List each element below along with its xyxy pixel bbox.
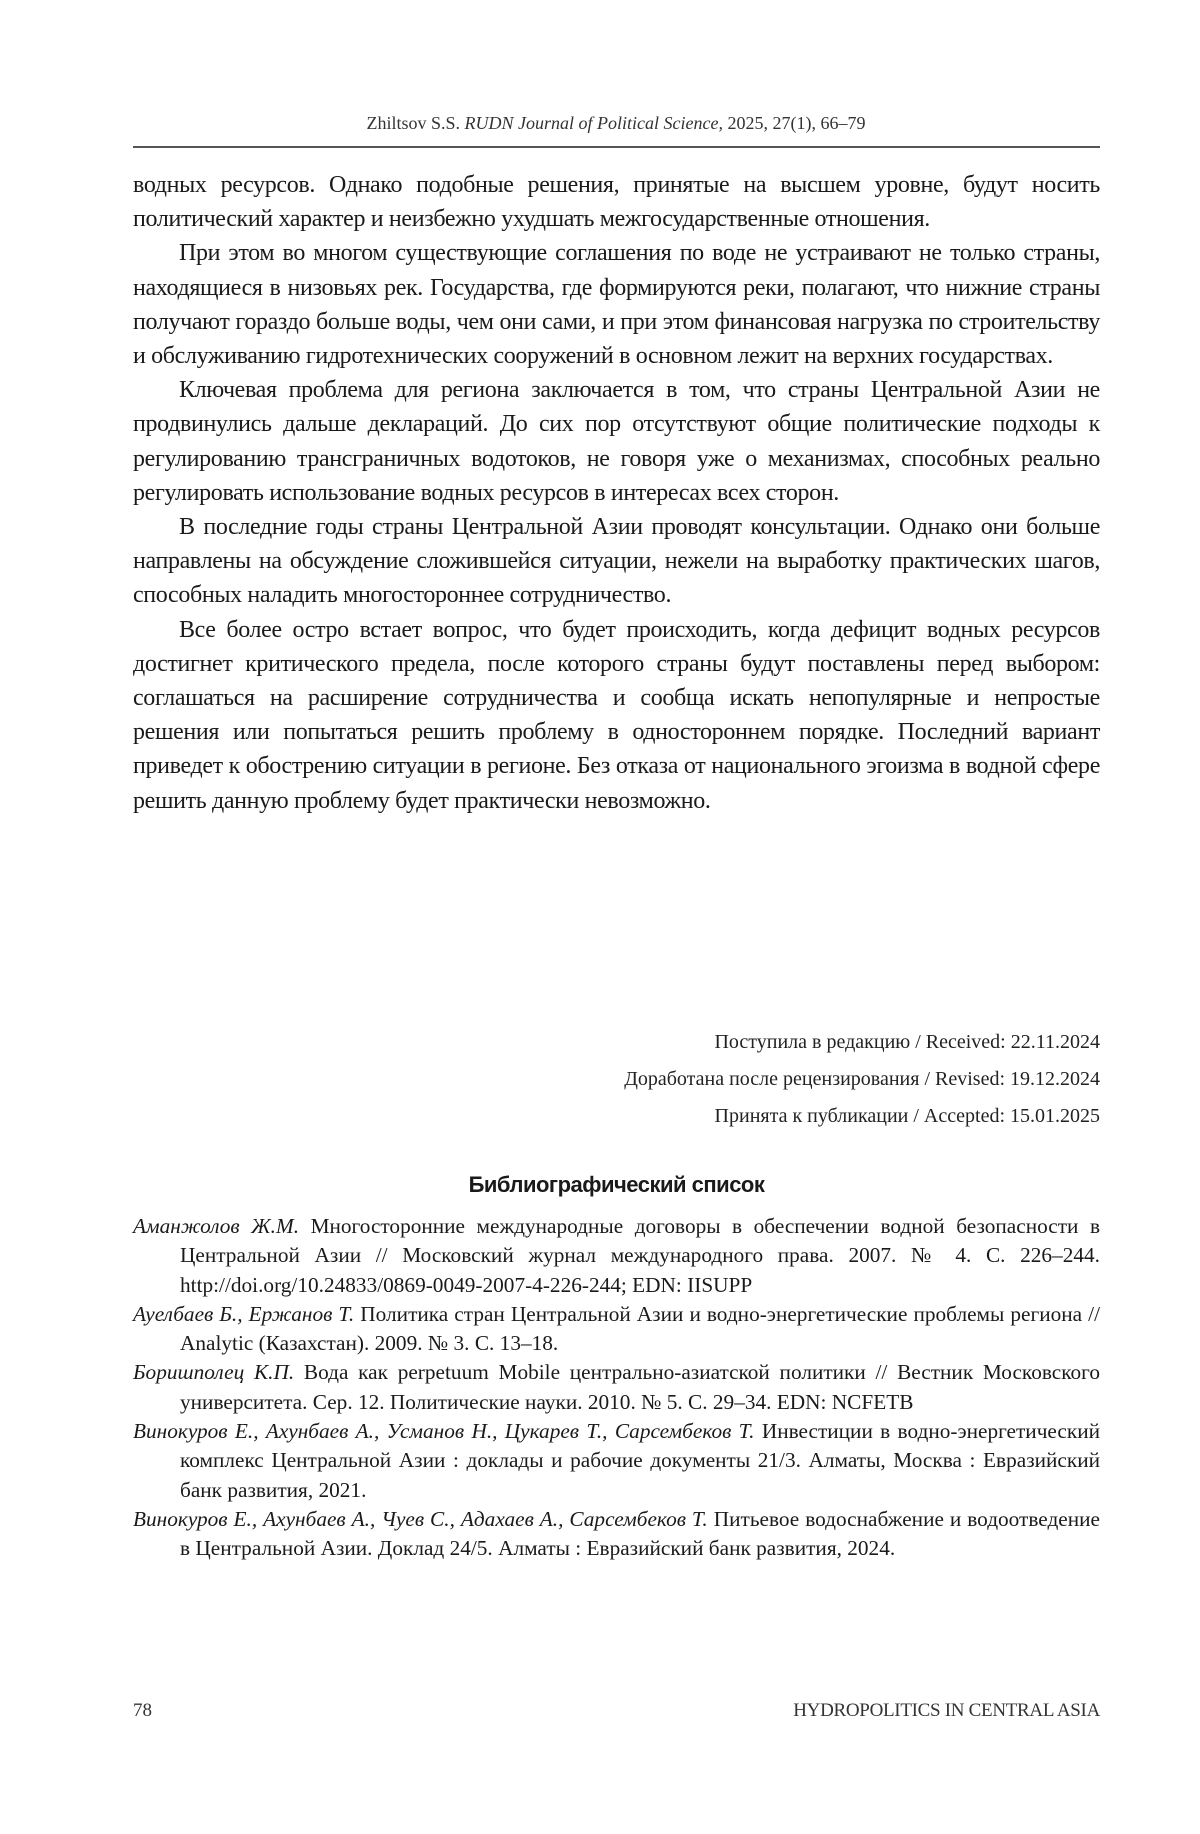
received-date: Поступила в редакцию / Received: 22.11.2024	[714, 1031, 1100, 1053]
paragraph: В последние годы страны Центральной Азии проводят консультации. Однако они больше направлены на обсуждение сложившейся ситуации, нежели на выработку практических шагов, способных наладить многостороннее сотрудничество.	[133, 514, 1100, 609]
accepted-date: Принята к публикации / Accepted: 15.01.2025	[714, 1105, 1100, 1127]
reference-text: Политика стран Центральной Азии и водно-энергетические проблемы региона // Analytic (Казахстан). 2009. № 3. С. 13–18.	[180, 1301, 1100, 1356]
paragraph: водных ресурсов. Однако подобные решения, принятые на высшем уровне, будут носить политический характер и неизбежно ухудшать межгосударственные отношения.	[133, 172, 1100, 233]
paragraph: При этом во многом существующие соглашения по воде не устраивают не только страны, находящиеся в низовьях рек. Государства, где формируются реки, полагают, что нижние страны получают гораздо больше воды, чем они сами, и при этом финансовая нагрузка по строительству и обслуживанию гидротехнических сооружений в основном лежит на верхних государствах.	[133, 240, 1100, 370]
running-head	[132, 113, 1100, 134]
bibliography-title: Библиографический список	[468, 1172, 765, 1197]
reference-item	[133, 1300, 1100, 1359]
page-number: 78	[133, 1700, 152, 1721]
reference-item	[133, 1212, 1100, 1300]
running-head-author: Zhiltsov S.S.	[366, 113, 461, 133]
reference-item	[133, 1417, 1100, 1505]
reference-text: Многосторонние международные договоры в обеспечении водной безопасности в Центральной Азии // Московский журнал международного права. 2007. № 4. С. 226–244. http://doi.org/10.24833/0869-0049-2007-4-226-244; EDN: IISUPP	[180, 1214, 1100, 1297]
revised-date: Доработана после рецензирования / Revised: 19.12.2024	[624, 1068, 1100, 1090]
body-text	[133, 168, 1100, 818]
reference-text: Вода как perpetuum Mobile центрально-азиатской политики // Вестник Московского университета. Сер. 12. Политические науки. 2010. № 5. С. 29–34. EDN: NCFETB	[180, 1360, 1100, 1414]
article-dates	[500, 1024, 1100, 1135]
header-rule	[133, 146, 1100, 148]
reference-authors: Винокуров Е., Ахунбаев А., Усманов Н., Цукарев Т., Сарсембеков Т.	[133, 1419, 755, 1444]
reference-authors: Винокуров Е., Ахунбаев А., Чуев С., Адахаев А., Сарсембеков Т.	[133, 1506, 708, 1531]
reference-item	[133, 1358, 1100, 1417]
reference-text: Инвестиции в водно-энергетический комплекс Центральной Азии : доклады и рабочие документы 21/3. Алматы, Москва : Евразийский банк развития, 2021.	[180, 1419, 1100, 1502]
running-head-citation: 2025, 27(1), 66–79	[727, 113, 866, 133]
reference-authors: Боришполец К.П.	[133, 1360, 295, 1385]
reference-authors: Ауелбаев Б., Ержанов Т.	[133, 1301, 355, 1326]
reference-authors: Аманжолов Ж.М.	[133, 1214, 300, 1238]
reference-list	[133, 1212, 1100, 1564]
paragraph: Все более остро встает вопрос, что будет происходить, когда дефицит водных ресурсов достигнет критического предела, после которого страны будут поставлены перед выбором: соглашаться на расширение сотрудничества и сообща искать непопулярные и непростые решения или попытаться решить проблему в одностороннем порядке. Последний вариант приведет к обострению ситуации в регионе. Без отказа от национального эгоизма в водной сфере решить данную проблему будет практически невозможно.	[133, 616, 1100, 814]
running-head-journal: RUDN Journal of Political Science,	[464, 113, 723, 133]
reference-text: Питьевое водоснабжение и водоотведение в Центральной Азии. Доклад 24/5. Алматы : Евразийский банк развития, 2024.	[180, 1506, 1100, 1561]
footer-section-title: HYDROPOLITICS IN CENTRAL ASIA	[793, 1700, 1100, 1721]
reference-item	[133, 1505, 1100, 1564]
paragraph: Ключевая проблема для региона заключается в том, что страны Центральной Азии не продвинулись дальше деклараций. До сих пор отсутствуют общие политические подходы к регулированию трансграничных водотоков, не говоря уже о механизмах, способных реально регулировать использование водных ресурсов в интересах всех сторон.	[133, 377, 1100, 506]
